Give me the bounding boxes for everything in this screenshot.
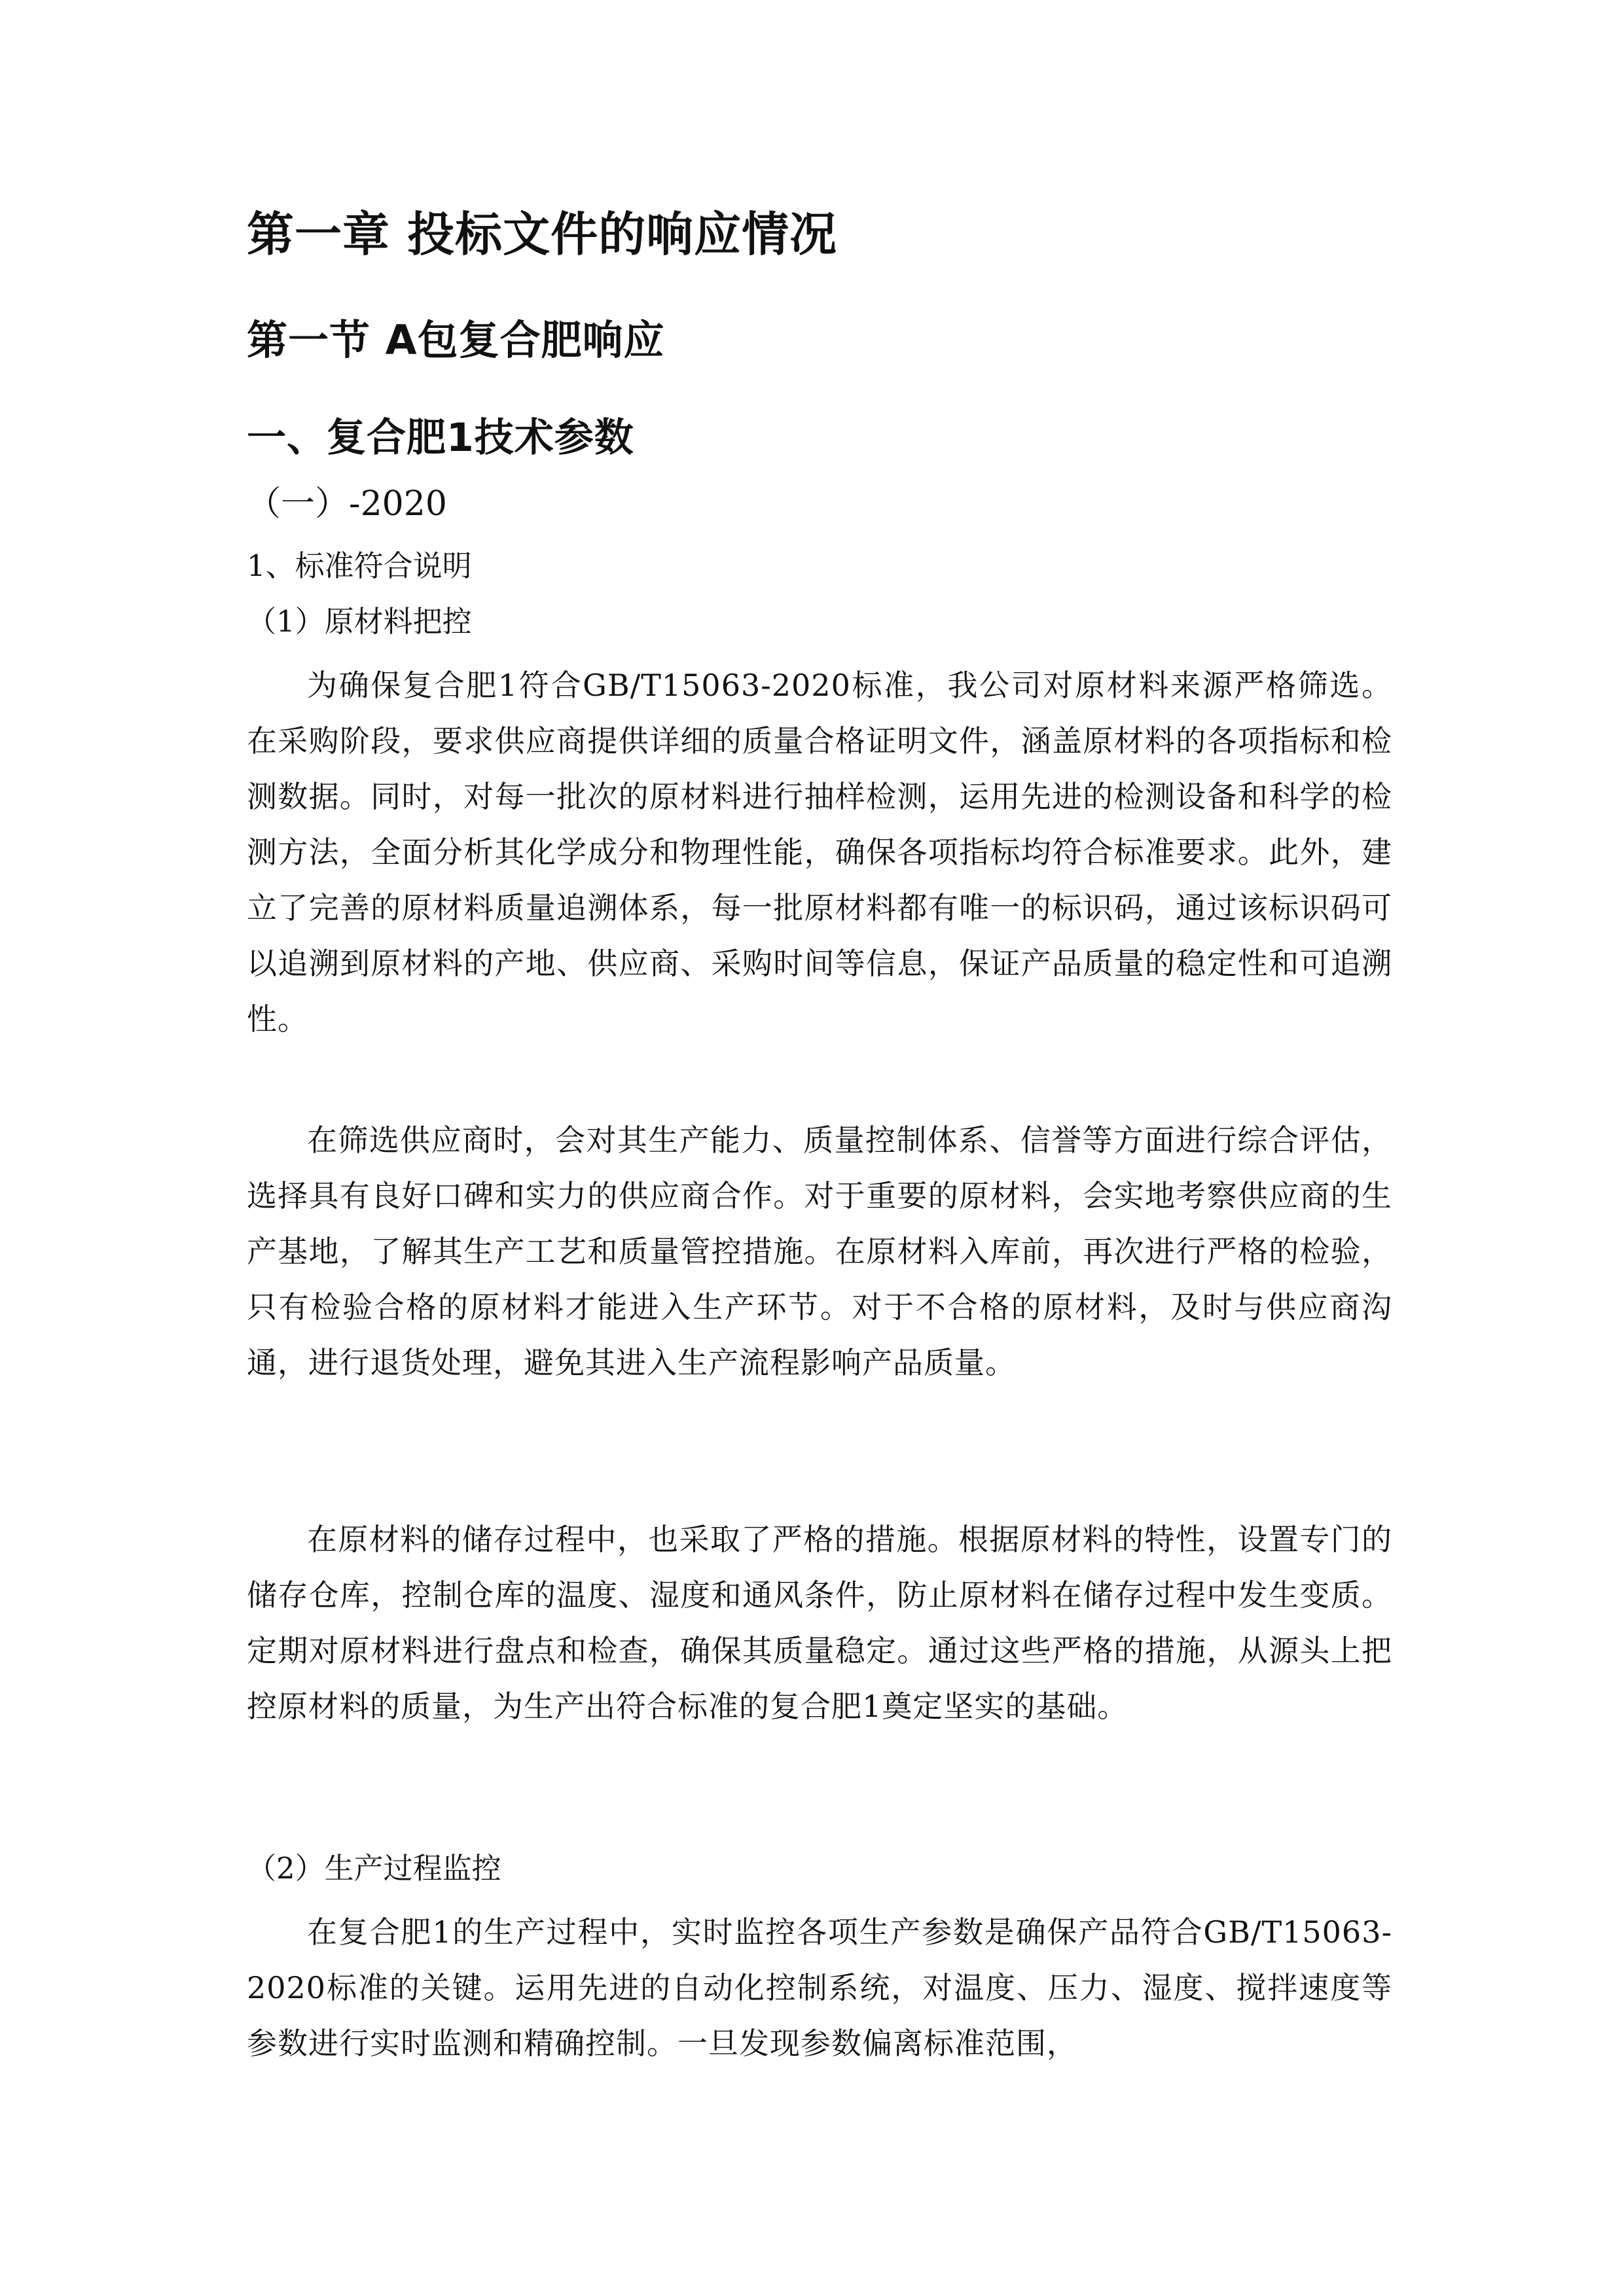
subsection-title: 一、复合肥1技术参数: [247, 415, 634, 461]
subpoint-heading-raw-material: （1）原材料把控: [247, 604, 472, 639]
chapter-title: 第一章 投标文件的响应情况: [247, 207, 838, 262]
section-title: 第一节 A包复合肥响应: [247, 316, 665, 364]
paragraph-supplier-selection: 在筛选供应商时，会对其生产能力、质量控制体系、信誉等方面进行综合评估，选择具有良好口碑和实力的供应商合作。对于重要的原材料，会实地考察供应商的生产基地，了解其生产工艺和质量管控措施。在原材料入库前，再次进行严格的检验，只有检验合格的原材料才能进入生产环节。对于不合格的原材料，及时与供应商沟通，进行退货处理，避免其进入生产流程影响产品质量。: [247, 1122, 1392, 1380]
subpoint-heading-production-monitoring: （2）生产过程监控: [247, 1851, 501, 1886]
paragraph-production-monitoring: 在复合肥1的生产过程中，实时监控各项生产参数是确保产品符合GB/T15063-2020标准的关键。运用先进的自动化控制系统，对温度、压力、湿度、搅拌速度等参数进行实时监测和精确控制。一旦发现参数偏离标准范围，: [247, 1914, 1392, 2061]
point-heading: 1、标准符合说明: [247, 548, 472, 583]
paragraph-raw-material-control: 为确保复合肥1符合GB/T15063-2020标准，我公司对原材料来源严格筛选。在采购阶段，要求供应商提供详细的质量合格证明文件，涵盖原材料的各项指标和检测数据。同时，对每一批次的原材料进行抽样检测，运用先进的检测设备和科学的检测方法，全面分析其化学成分和物理性能，确保各项指标均符合标准要求。此外，建立了完善的原材料质量追溯体系，每一批原材料都有唯一的标识码，通过该标识码可以追溯到原材料的产地、供应商、采购时间等信息，保证产品质量的稳定性和可追溯性。: [247, 668, 1392, 1037]
paragraph-storage-measures: 在原材料的储存过程中，也采取了严格的措施。根据原材料的特性，设置专门的储存仓库，控制仓库的温度、湿度和通风条件，防止原材料在储存过程中发生变质。定期对原材料进行盘点和检查，确保其质量稳定。通过这些严格的措施，从源头上把控原材料的质量，为生产出符合标准的复合肥1奠定坚实的基础。: [247, 1522, 1392, 1724]
item-heading: （一）-2020: [247, 484, 447, 524]
